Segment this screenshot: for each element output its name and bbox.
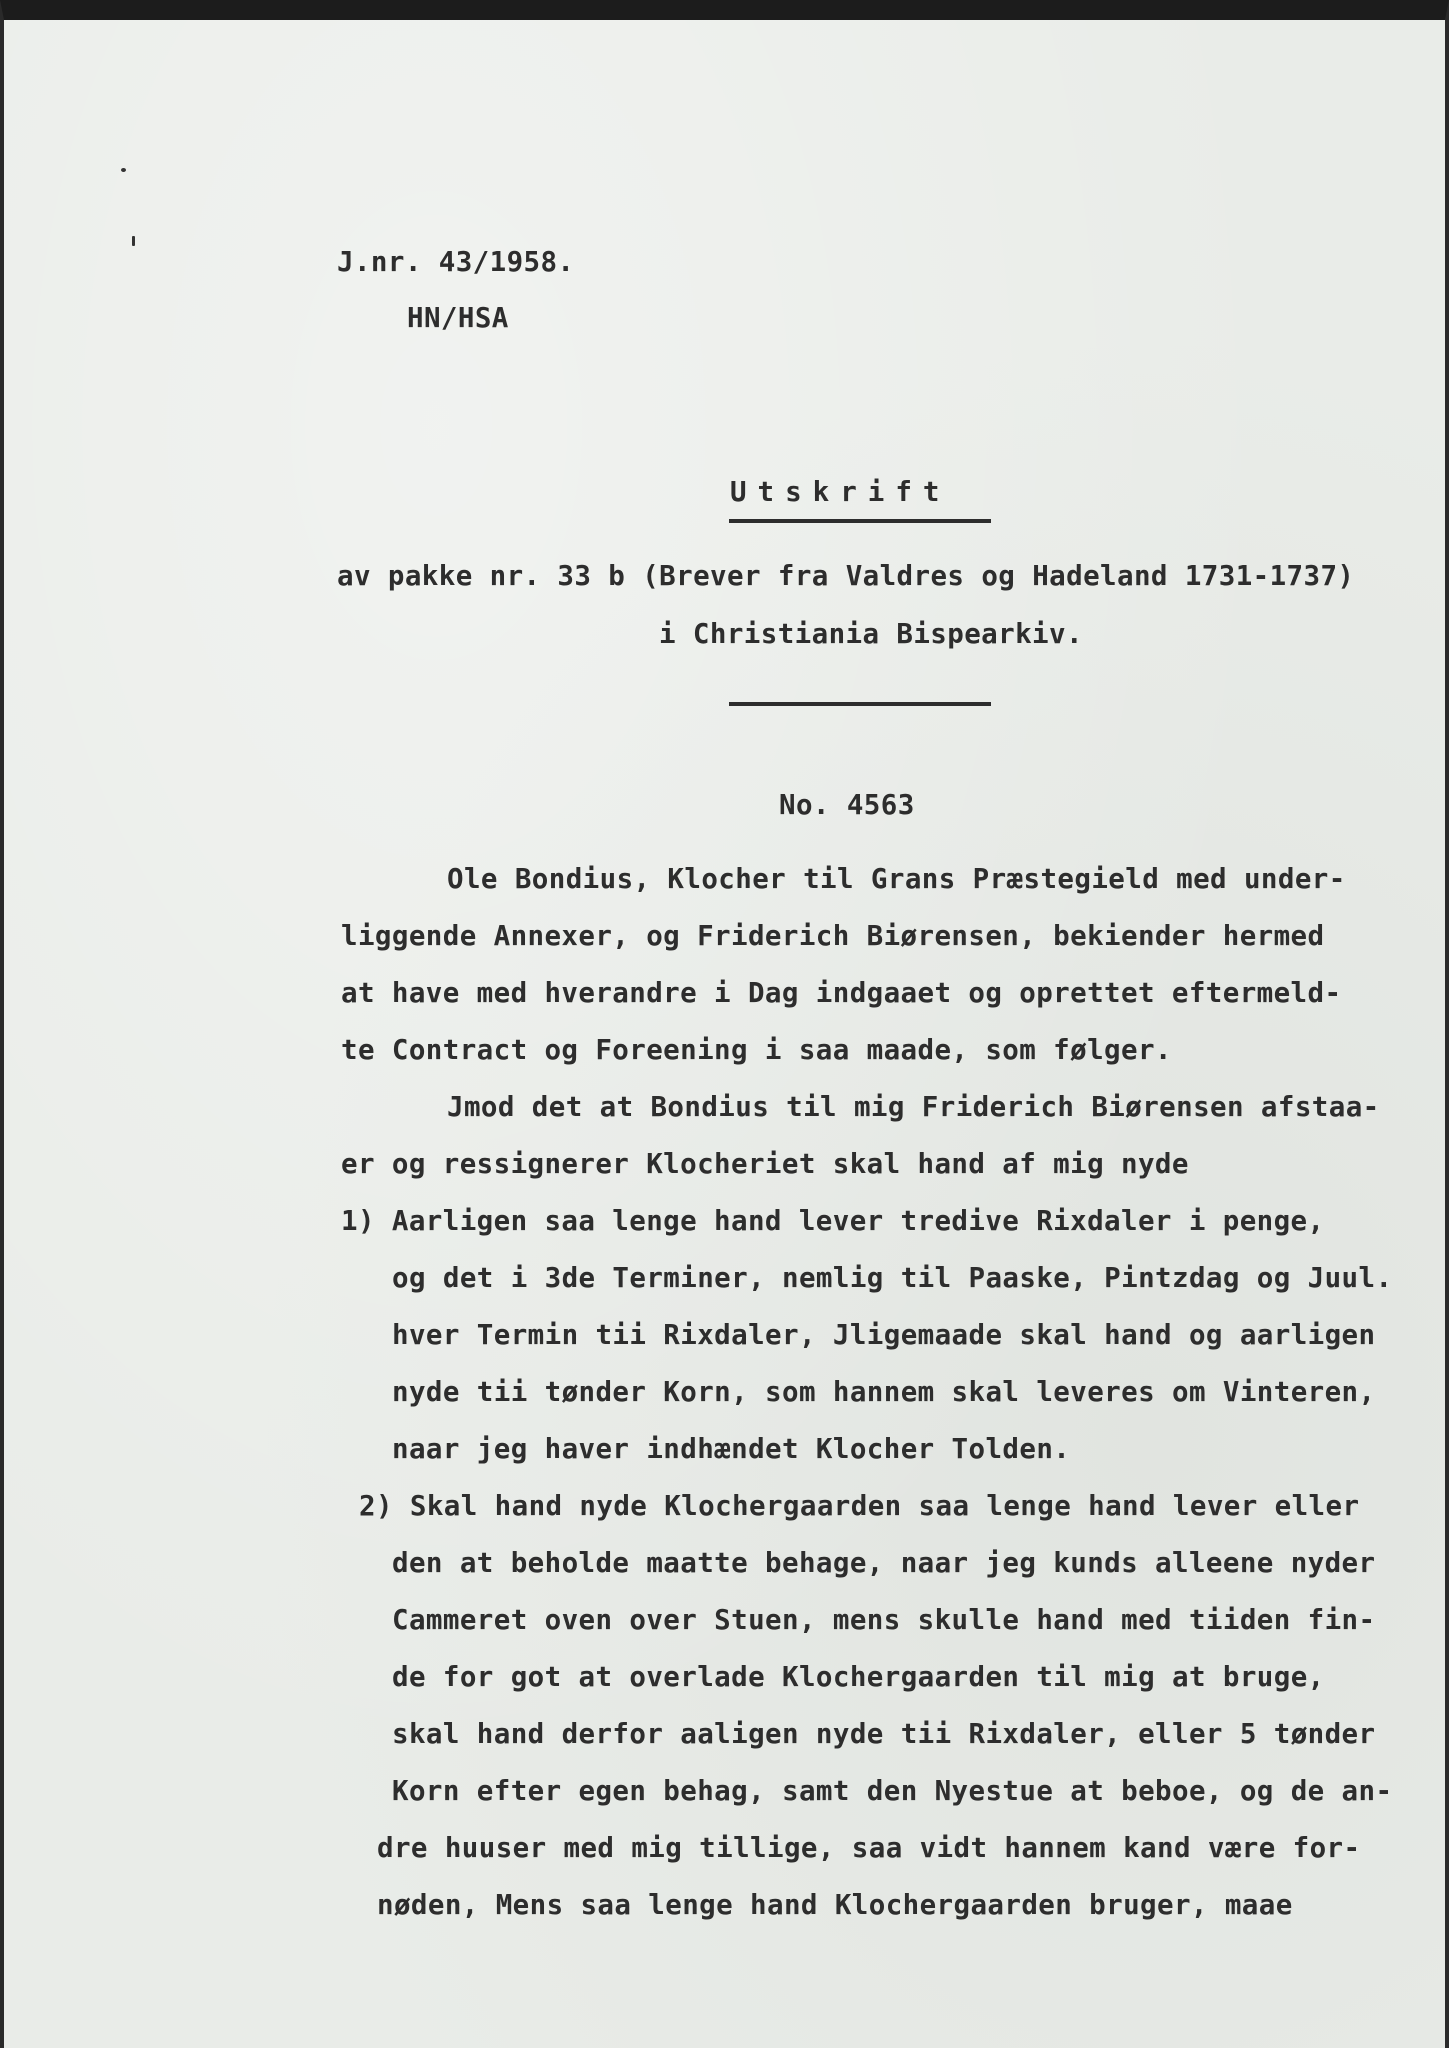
body-line: nøden, Mens saa lenge hand Klochergaarden bruger, maae [377, 1889, 1293, 1921]
body-line: hver Termin tii Rixdaler, Jligemaade skal hand og aarligen [392, 1319, 1376, 1351]
body-line: te Contract og Foreening i saa maade, som følger. [341, 1034, 1172, 1066]
body-line: er og ressignerer Klocheriet skal hand af mig nyde [341, 1148, 1189, 1180]
document-number: No. 4563 [779, 789, 915, 821]
body-line: Jmod det at Bondius til mig Friderich Biørensen afstaa- [447, 1091, 1380, 1123]
body-line: nyde tii tønder Korn, som hannem skal leveres om Vinteren, [392, 1376, 1376, 1408]
body-line: at have med hverandre i Dag indgaaet og oprettet eftermeld- [341, 977, 1342, 1009]
margin-mark [132, 236, 135, 246]
list-item-2: 2) Skal hand nyde Klochergaarden saa lenge hand lever eller [359, 1490, 1360, 1522]
body-line: Cammeret oven over Stuen, mens skulle hand med tiiden fin- [392, 1604, 1376, 1636]
body-line: Ole Bondius, Klocher til Grans Præstegield med under- [447, 863, 1346, 895]
initials: HN/HSA [407, 302, 509, 334]
page-title: Utskrift [730, 476, 951, 508]
body-line: dre huuser med mig tillige, saa vidt hannem kand være for- [377, 1832, 1361, 1864]
journal-number: J.nr. 43/1958. [337, 246, 575, 278]
body-line: Korn efter egen behag, samt den Nyestue at beboe, og de an- [392, 1775, 1393, 1807]
body-line: og det i 3de Terminer, nemlig til Paaske, Pintzdag og Juul. [392, 1262, 1393, 1294]
section-divider [729, 702, 991, 706]
source-line-1: av pakke nr. 33 b (Brever fra Valdres og Hadeland 1731-1737) [337, 560, 1355, 592]
body-line: liggende Annexer, og Friderich Biørensen, bekiender hermed [341, 920, 1325, 952]
body-line: naar jeg haver indhændet Klocher Tolden. [392, 1433, 1071, 1465]
source-line-2: i Christiania Bispearkiv. [659, 618, 1083, 650]
body-line: skal hand derfor aaligen nyde tii Rixdaler, eller 5 tønder [392, 1718, 1376, 1750]
body-line: de for got at overlade Klochergaarden til mig at bruge, [392, 1661, 1325, 1693]
title-underline [729, 519, 991, 523]
body-line: den at beholde maatte behage, naar jeg kunds alleene nyder [392, 1547, 1376, 1579]
margin-mark [121, 168, 126, 172]
list-item-1: 1) Aarligen saa lenge hand lever tredive Rixdaler i penge, [341, 1205, 1325, 1237]
